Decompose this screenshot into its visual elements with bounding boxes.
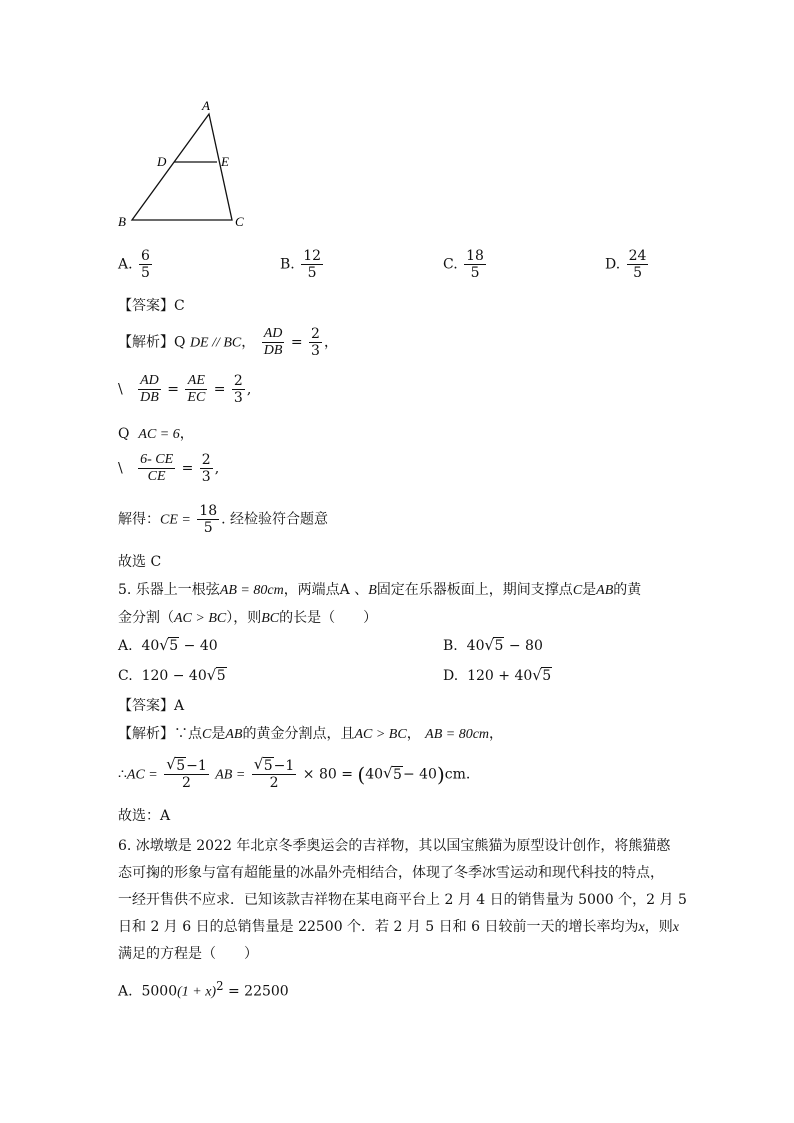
q5-analysis-line2: ∴AC = √ $\frac{5-1}{2}$ AB = √ $\frac{5-1}{2}$ × 80 = (40√ 5− 40)cm. bbox=[118, 758, 470, 791]
label-c: C bbox=[235, 214, 244, 229]
q6-stem-line1: 6. 冰墩墩是 2022 年北京冬季奥运会的吉祥物，其以国宝熊猫为原型设计创作，将熊猫憨 bbox=[118, 838, 671, 854]
q5-stem-line2: 金分割（AC > BC），则BC的长是（ ） bbox=[118, 610, 378, 626]
q5-analysis-line1: 【解析】∵点C是AB的黄金分割点，且AC > BC， AB = 80cm， bbox=[118, 726, 504, 742]
triangle-abc bbox=[132, 114, 232, 220]
q5-option-a: A. 40√ 5 − 40 bbox=[118, 638, 218, 654]
q4-analysis-line3: Q AC = 6， bbox=[118, 426, 194, 442]
triangle-figure bbox=[112, 92, 262, 234]
q5-option-b: B. 40√ 5 − 80 bbox=[443, 638, 543, 654]
q6-stem-line2: 态可掬的形象与富有超能量的冰晶外壳相结合，体现了冬季冰雪运动和现代科技的特点， bbox=[118, 865, 664, 881]
q5-stem-line1: 5. 乐器上一根弦AB = 80cm，两端点A 、B固定在乐器板面上，期间支撑点C是AB的黄 bbox=[118, 582, 642, 598]
q4-solve: 解得：CE = $\frac{18}{5}$ . 经检验符合题意 bbox=[118, 503, 329, 536]
label-e: E bbox=[221, 154, 229, 169]
q5-option-d: D. 120 + 40√ 5 bbox=[443, 668, 552, 684]
q6-option-a: A. $5000(1 + x)^2 = 22500$ bbox=[118, 979, 289, 1000]
q6-stem-line3: 一经开售供不应求．已知该款吉祥物在某电商平台上 2 月 4 日的销售量为 5000 个，2 月 5 bbox=[118, 892, 687, 908]
q4-option-d: D. $\frac{24}{5}$ bbox=[605, 248, 647, 281]
label-a: A bbox=[202, 98, 210, 113]
q6-stem-line5: 满足的方程是（ ） bbox=[118, 946, 258, 962]
label-d: D bbox=[157, 154, 167, 169]
q4-answer: 【答案】C bbox=[118, 298, 185, 314]
q4-option-b: B. $\frac{12}{5}$ bbox=[280, 248, 322, 281]
q4-option-c: C. $\frac{18}{5}$ bbox=[443, 248, 484, 281]
q4-analysis-line2: \ $\frac{AD}{DB}$ = $\frac{AE}{EC}$ = $\frac{2}{3}$ , bbox=[118, 373, 252, 406]
q4-analysis-line4: \ $\frac{6- CE}{CE}$ = $\frac{2}{3}$ , bbox=[118, 452, 220, 485]
q5-answer: 【答案】A bbox=[118, 698, 185, 714]
q5-option-c: C. 120 − 40√ 5 bbox=[118, 668, 227, 684]
q4-analysis-line1: 【解析】Q DE // BC， $\frac{AD}{DB}$ = $\frac{2}{3}$ ， bbox=[118, 326, 338, 359]
q6-stem-line4: 日和 2 月 6 日的总销售量是 22500 个．若 2 月 5 日和 6 日较前一天的增长率均为x，则x bbox=[118, 919, 679, 935]
q5-choose: 故选：A bbox=[118, 808, 171, 824]
label-b: B bbox=[118, 214, 126, 229]
q4-choose: 故选 C bbox=[118, 554, 162, 570]
q4-option-a: A. $\frac{6}{5}$ bbox=[118, 248, 150, 281]
